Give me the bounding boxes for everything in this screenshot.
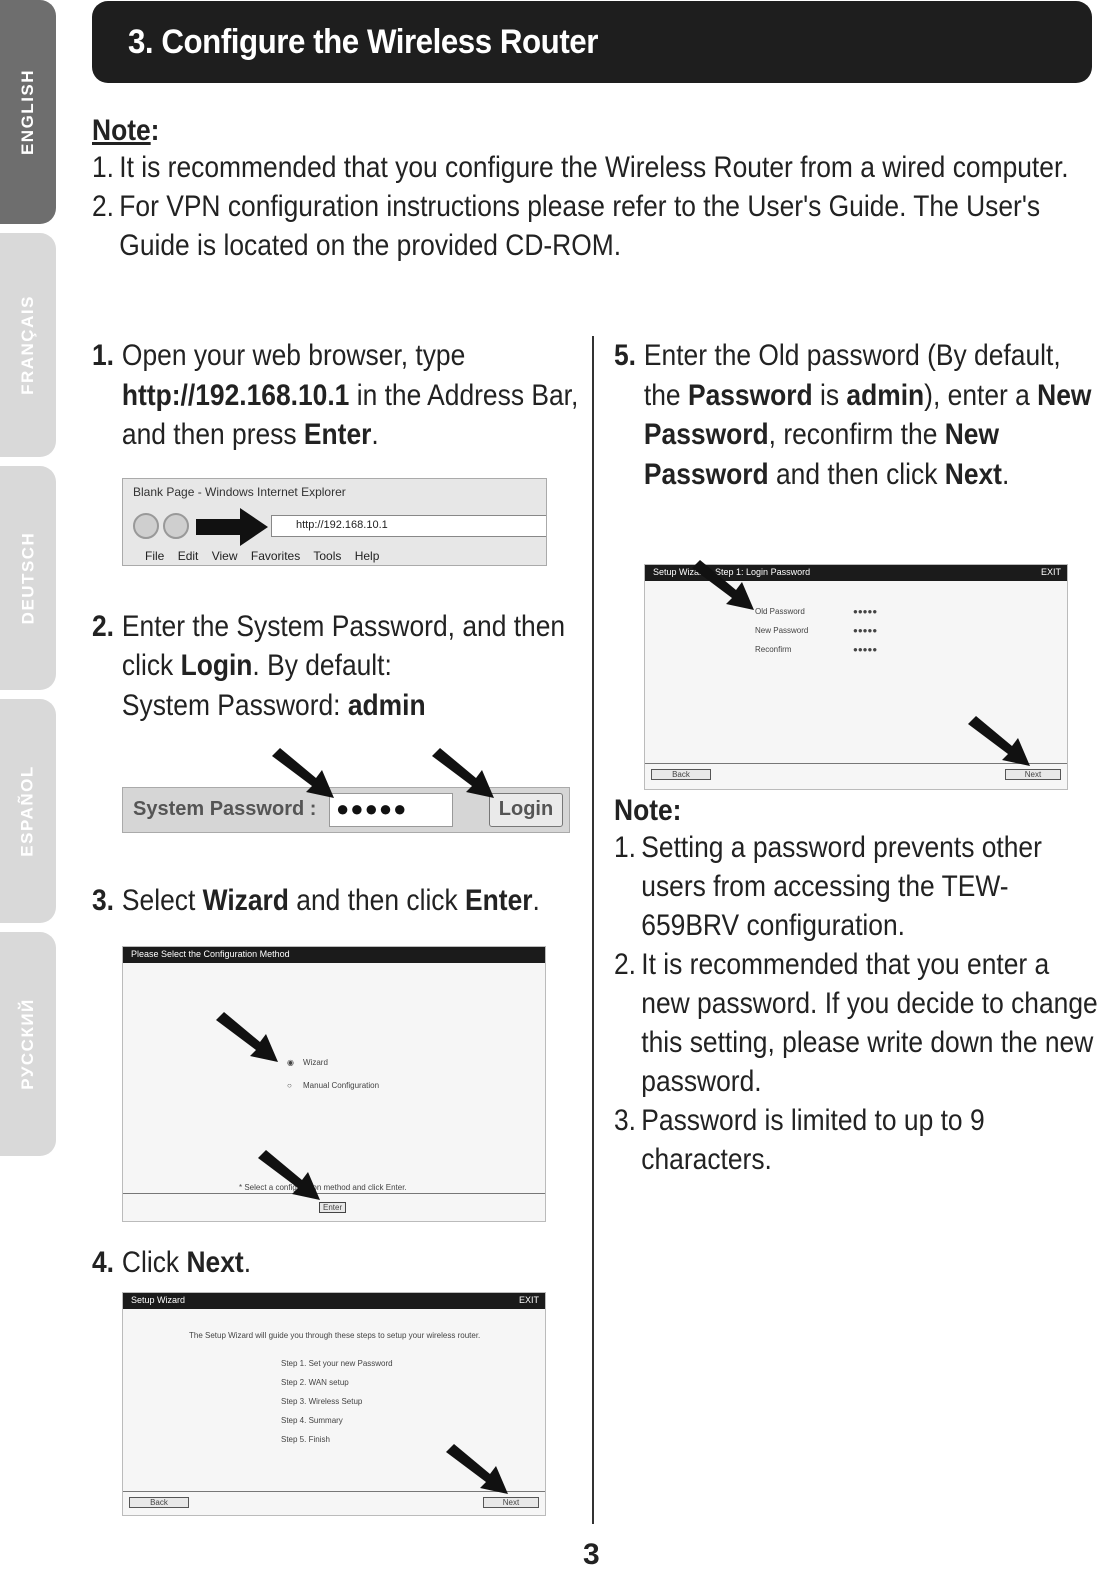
arrow-right-icon [196, 508, 268, 546]
list-item: Step 1. Set your new Password [281, 1359, 393, 1368]
right-note-title: Note: [614, 794, 682, 827]
login-button[interactable]: Login [489, 793, 563, 827]
arrow-down-right-icon [216, 1012, 280, 1064]
wizard-bar-title: Please Select the Configuration Method [123, 947, 545, 963]
lang-tab-francais[interactable]: FRANÇAIS [0, 233, 56, 457]
password-label: System Password : [133, 798, 317, 820]
step-5: 5. Enter the Old password (By default, the Password is admin), enter a New Password, reconfirm the New Password and then click Next. [614, 339, 1092, 491]
section-header [92, 1, 1092, 83]
enter-button[interactable]: Enter [319, 1202, 346, 1213]
back-icon [133, 513, 159, 539]
forward-icon [163, 513, 189, 539]
arrow-down-right-icon [272, 748, 336, 800]
next-button[interactable]: Next [1005, 769, 1061, 780]
step-3: 3. Select Wizard and then click Enter. [92, 884, 540, 917]
next-button[interactable]: Next [483, 1497, 539, 1508]
step-4: 4. Click Next. [92, 1245, 252, 1279]
note-list [92, 148, 1086, 265]
menu-tools[interactable]: Tools [313, 549, 342, 563]
list-item: 2. It is recommended that you enter a new password. If you decide to change this setting, please write down the new password. [614, 948, 1098, 1098]
new-password-input[interactable]: ●●●●● [853, 626, 878, 635]
password-input[interactable]: ●●●●● [329, 793, 453, 827]
radio-icon[interactable]: ◉ [287, 1058, 294, 1067]
note-title: Note [92, 114, 151, 147]
list-item: 1. Setting a password prevents other users from accessing the TEW-659BRV configuration. [614, 831, 1042, 942]
top-note: Note: 1. It is recommended that you configure the Wireless Router from a wired computer. 2. For VPN configuration instructions please refer to the User's Guide. The User's Guide is located on the provided CD-ROM. [92, 114, 1086, 265]
wizard-screenshot [122, 946, 546, 1222]
arrow-down-right-icon [432, 748, 496, 800]
reconfirm-input[interactable]: ●●●●● [853, 645, 878, 654]
divider [123, 1193, 545, 1194]
old-password-input[interactable]: ●●●●● [853, 607, 878, 616]
menu-edit[interactable]: Edit [177, 549, 199, 563]
browser-title: Blank Page - Windows Internet Explorer [133, 485, 346, 499]
list-item: 2. For VPN configuration instructions please refer to the User's Guide. The User's Guide is located on the provided CD-ROM. [92, 190, 1041, 262]
right-note [614, 794, 1099, 1179]
browser-menu [145, 549, 379, 563]
list-item: Step 3. Wireless Setup [281, 1397, 363, 1406]
lang-tab-russian[interactable]: РУССКИЙ [0, 932, 56, 1156]
radio-icon[interactable]: ○ [287, 1081, 292, 1090]
lang-tab-deutsch[interactable]: DEUTSCH [0, 466, 56, 690]
browser-screenshot [122, 478, 547, 566]
address-bar[interactable]: http://192.168.10.1 [271, 515, 547, 537]
list-item: 1. It is recommended that you configure the Wireless Router from a wired computer. [92, 151, 1069, 184]
arrow-down-right-icon [968, 716, 1032, 768]
reconfirm-label: Reconfirm [755, 645, 792, 654]
menu-file[interactable]: File [145, 549, 165, 563]
setup-intro: The Setup Wizard will guide you through these steps to setup your wireless router. [189, 1331, 481, 1340]
step-2: 2. Enter the System Password, and then click Login. By default: System Password: admin [92, 609, 566, 722]
old-password-label: Old Password [755, 607, 805, 616]
lang-tab-espanol[interactable]: ESPAÑOL [0, 699, 56, 923]
login-screenshot [122, 787, 570, 833]
page-number: 3 [583, 1538, 600, 1571]
pass-bar-title: Setup Wizard - Step 1: Login Password EXIT [645, 565, 1067, 581]
list-item: Step 4. Summary [281, 1416, 343, 1425]
arrow-down-right-icon [692, 560, 756, 612]
wizard-hint: * Select a configuration method and click Enter. [239, 1183, 407, 1192]
arrow-down-right-icon [446, 1444, 510, 1496]
new-password-label: New Password [755, 626, 809, 635]
back-button[interactable]: Back [129, 1497, 189, 1508]
note-list [614, 828, 1099, 1179]
step-1: 1. Open your web browser, type http://192.168.10.1 in the Address Bar, and then press Enter. [92, 339, 579, 451]
setup-bar-title: Setup Wizard EXIT [123, 1293, 545, 1309]
router-url: http://192.168.10.1 [121, 378, 350, 412]
section-title: 3. Configure the Wireless Router [128, 22, 598, 61]
back-button[interactable]: Back [651, 769, 711, 780]
menu-favorites[interactable]: Favorites [250, 549, 301, 563]
option-wizard: Wizard [303, 1058, 328, 1067]
menu-help[interactable]: Help [354, 549, 380, 563]
menu-view[interactable]: View [211, 549, 238, 563]
lang-tab-english[interactable]: ENGLISH [0, 0, 56, 224]
list-item: Step 2. WAN setup [281, 1378, 349, 1387]
exit-link[interactable]: EXIT [518, 1295, 539, 1305]
list-item: 3. Password is limited to up to 9 characters. [614, 1104, 985, 1176]
exit-link[interactable]: EXIT [1040, 567, 1061, 577]
arrow-down-right-icon [258, 1150, 322, 1202]
column-divider [592, 336, 594, 1524]
list-item: Step 5. Finish [281, 1435, 330, 1444]
option-manual: Manual Configuration [303, 1081, 380, 1090]
